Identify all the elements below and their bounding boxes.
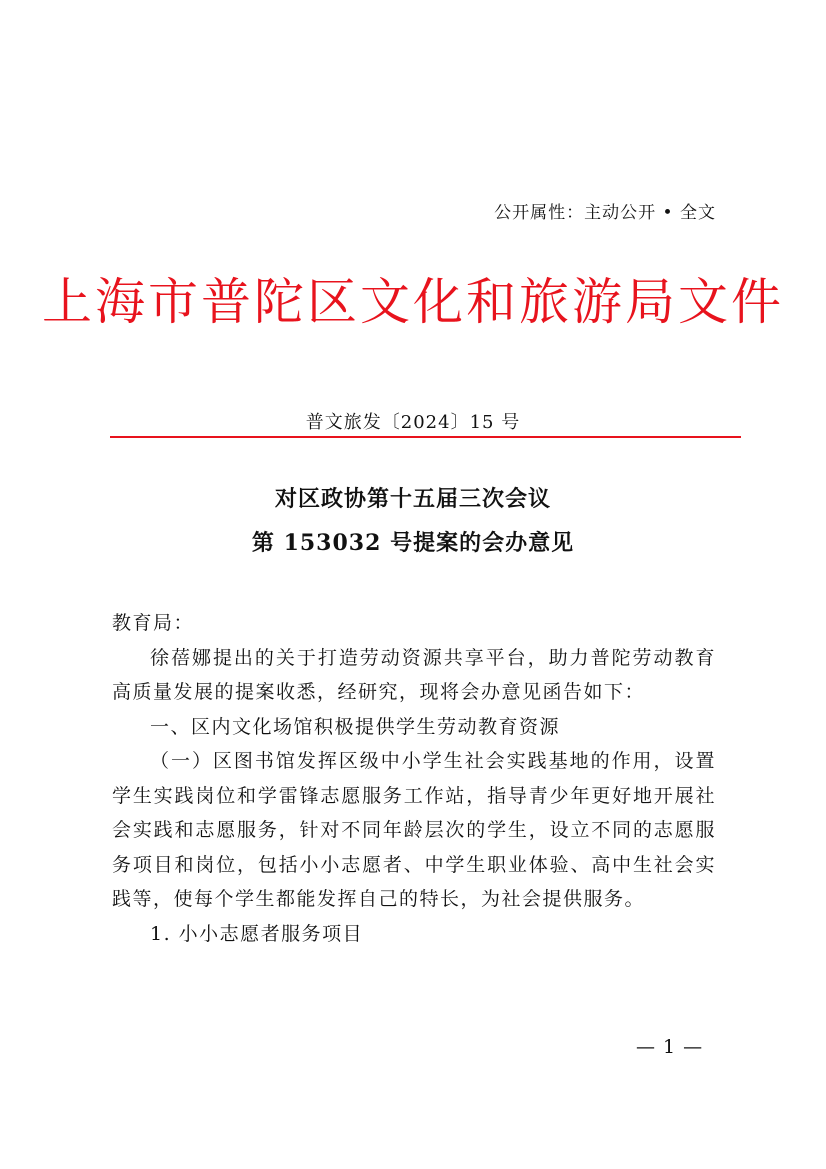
subsection-paragraph-1: （一）区图书馆发挥区级中小学生社会实践基地的作用，设置学生实践岗位和学雷锋志愿服务工作站，指导青少年更好地开展社会实践和志愿服务，针对不同年龄层次的学生，设立不同的志愿服务项目和岗位，包括小小志愿者、中学生职业体验、高中生社会实践等，使每个学生都能发挥自己的特长，为社会提供服务。 [112,750,716,910]
disclosure-attribute: 公开属性：主动公开 • 全文 [494,203,716,223]
document-title-line-2: 第 153032 号提案的会办意见 [251,530,575,556]
document-body [112,606,716,951]
document-masthead: 上海市普陀区文化和旅游局文件 [42,273,784,331]
document-title-line-1: 对区政协第十五届三次会议 [274,486,551,512]
addressee: 教育局： [112,612,195,634]
opening-paragraph: 徐蓓娜提出的关于打造劳动资源共享平台，助力普陀劳动教育高质量发展的提案收悉，经研究，现将会办意见函告如下： [112,646,716,703]
document-number: 普文旅发〔2024〕15 号 [305,412,521,433]
page-number: — 1 — [636,1036,704,1058]
red-divider-line [110,436,741,438]
list-item-1: 1. 小小志愿者服务项目 [150,922,364,945]
section-heading-1: 一、区内文化场馆积极提供学生劳动教育资源 [150,715,561,738]
